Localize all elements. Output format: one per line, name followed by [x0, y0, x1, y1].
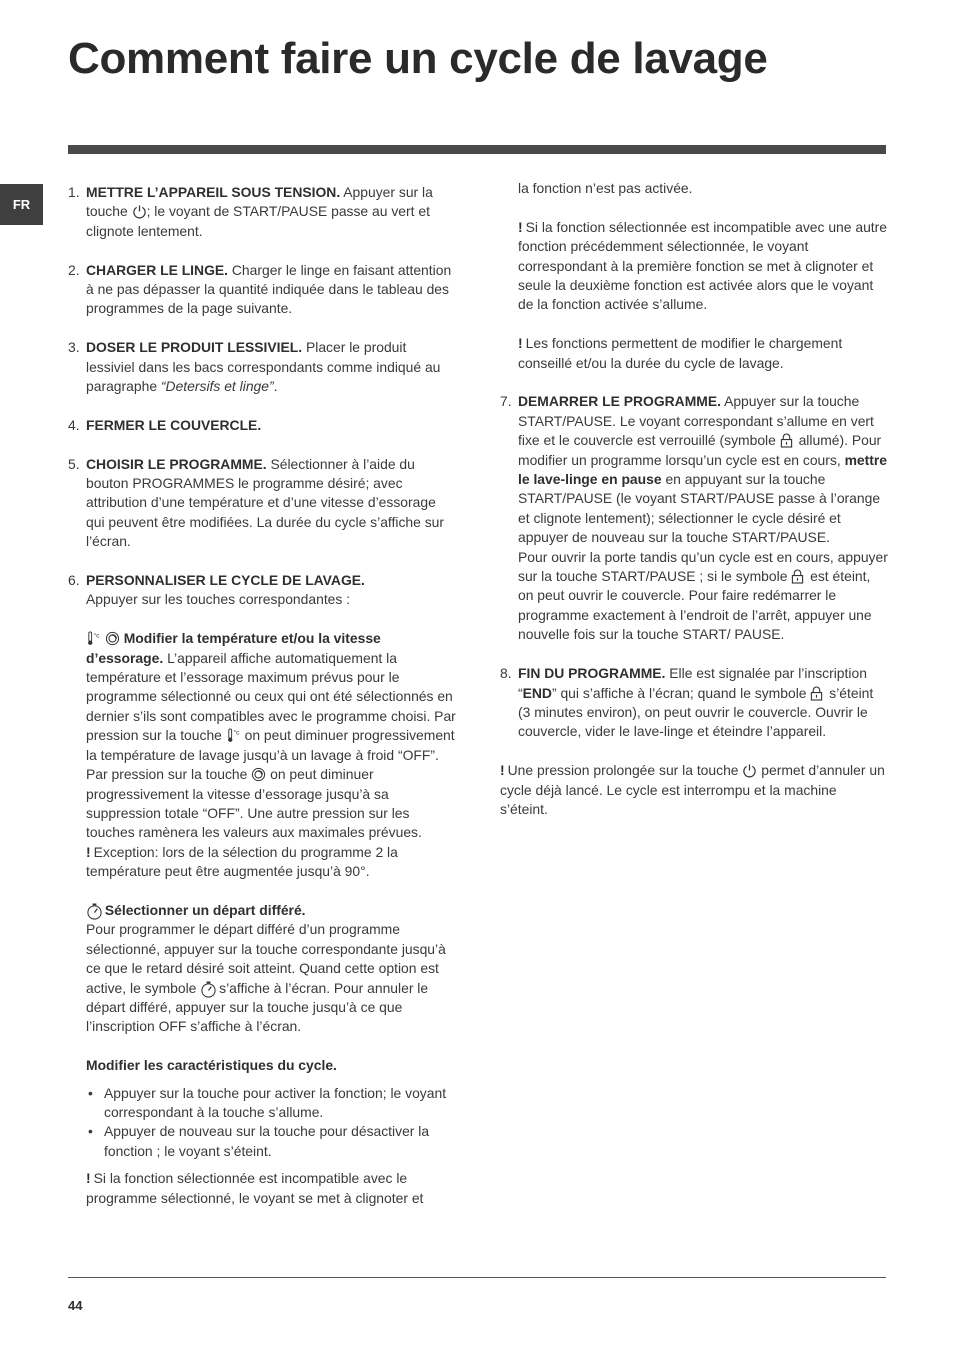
step-5-heading: CHOISIR LE PROGRAMME. — [86, 455, 267, 472]
modify-heading: Modifier les caractéristiques du cycle. — [86, 1057, 337, 1074]
step-4: 4. FERMER LE COUVERCLE. — [68, 416, 262, 433]
note-functions: ! Les fonctions permettent de modifier le chargement conseillé et/ou la durée du cycle de lavage. — [518, 335, 843, 371]
step-6: 6. PERSONNALISER LE CYCLE DE LAVAGE. Appuyer sur les touches correspondantes : — [68, 572, 365, 608]
spin-icon — [105, 631, 120, 646]
final-note: ! Une pression prolongée sur la touche permet d’annuler un cycle déjà lancé. Le cycle est interrompu et la machine s’éteint. — [500, 762, 885, 817]
footer-divider — [68, 1277, 886, 1278]
list-item: • Appuyer sur la touche pour activer la fonction; le voyant correspondant à la touche s’allume. — [86, 1084, 458, 1123]
left-column — [68, 183, 458, 1208]
step-2: 2. CHARGER LE LINGE. Charger le linge en faisant attention à ne pas dépasser la quantité indiquée dans le tableau des programmes de la page suivante. — [68, 261, 452, 317]
page-number: 44 — [68, 1298, 83, 1313]
right-column — [500, 179, 888, 819]
svg-text:°c: °c — [93, 632, 100, 640]
list-item: • Appuyer de nouveau sur la touche pour désactiver la fonction ; le voyant s’éteint. — [86, 1122, 458, 1161]
power-icon — [132, 204, 147, 219]
delay-heading: Sélectionner un départ différé. — [104, 901, 306, 918]
note-incompatible-function: ! Si la fonction sélectionnée est incompatible avec une autre fonction précédemment sélectionnée, le voyant correspondant à la première fonction se met à clignoter et seule la deuxième fonction est activée alors que le voyant de la fonction activée s’allume. — [518, 218, 888, 313]
step-6-heading: PERSONNALISER LE CYCLE DE LAVAGE. — [86, 572, 365, 589]
step-1: 1. METTRE L’APPAREIL SOUS TENSION. Appuyer sur la touche ; le voyant de START/PAUSE passe au vert et clignote lentement. — [68, 184, 433, 239]
step-3: 3. DOSER LE PRODUIT LESSIVIEL. Placer le produit lessiviel dans les bacs correspondants comme indiqué au paragraphe “Detersifs et linge”. — [68, 339, 441, 395]
lock-icon — [791, 569, 806, 584]
title-divider-bar — [68, 145, 886, 154]
step-3-heading: DOSER LE PRODUIT LESSIVIEL. — [86, 339, 303, 356]
temperature-spin-section: °c Modifier la température et/ou la vitesse d’essorage. L’appareil affiche automatiquement la température et l’essorage maximum prévus pour le programme sélectionné ou ceux qui ont été sélectionnés en dernier s’ils sont compatibles avec le programme choisi. Par pression sur la touche °c on peut diminuer progressivement la température de lavage jusqu’à un lavage à froid “OFF”. Par pression sur la touche on peut diminuer progressivement la vitesse d’essorage jusqu’à sa suppression totale “OFF”. Une autre pression sur les touches ramènera les valeurs aux maximales prévues. ! Exception: lors de la sélection du programme 2 la température peut être augmentée jusqu’à 90°. — [86, 630, 456, 880]
delay-section: Sélectionner un départ différé. Pour programmer le départ différé d’un programme sélectionné, appuyer sur la touche correspondante jusqu’à ce que le retard désiré soit atteint. Quand cette option est active, le symbole s’affiche à l’écran. Pour annuler le départ différé, appuyer sur la touche jusqu’à ce que l’inscription OFF s’affiche à l’écran. — [86, 901, 446, 1035]
step-7-heading: DEMARRER LE PROGRAMME. — [518, 393, 721, 410]
spin-icon — [251, 767, 266, 782]
step-7: 7. DEMARRER LE PROGRAMME. Appuyer sur la touche START/PAUSE. Le voyant correspondant s’allume en vert fixe et le couvercle est verrouillé (symbole allumé). Pour modifier un programme lorsqu’un cycle est en cours, mettre le lave-linge en pause en appuyant sur la touche START/PAUSE (le voyant START/PAUSE passe à l’orange et clignote lentement); sélectionner le cycle désiré et appuyer de nouveau sur la touche START/PAUSE. Pour ouvrir la porte tandis qu’un cycle est en cours, appuyer sur la touche START/PAUSE ; si le symbole est éteint, on peut ouvrir le couvercle. Pour faire redémarrer le programme exactement à l’endroit de l’arrêt, appuyer une nouvelle fois sur la touche START/ PAUSE. — [500, 393, 888, 643]
power-icon — [742, 763, 757, 778]
temperature-spin-heading: Modifier la température et/ou la vitesse d’essorage. — [86, 630, 381, 666]
svg-text:°c: °c — [233, 729, 240, 737]
step-8-heading: FIN DU PROGRAMME. — [518, 665, 666, 682]
continuation-text: la fonction n’est pas activée. — [518, 180, 693, 196]
timer-icon — [200, 981, 215, 996]
step-4-heading: FERMER LE COUVERCLE. — [86, 416, 262, 433]
page-title: Comment faire un cycle de lavage — [68, 34, 768, 83]
incompatibility-note: ! Si la fonction sélectionnée est incompatible avec le programme sélectionné, le voyant se met à clignoter et — [86, 1170, 424, 1206]
modify-section — [68, 1056, 458, 1208]
language-tab: FR — [0, 184, 43, 225]
lock-icon — [780, 433, 795, 448]
thermometer-icon — [86, 631, 101, 646]
timer-icon — [86, 903, 101, 918]
step-1-heading: METTRE L’APPAREIL SOUS TENSION. — [86, 184, 341, 200]
lock-icon — [810, 686, 825, 701]
step-5: 5. CHOISIR LE PROGRAMME. Sélectionner à l’aide du bouton PROGRAMMES le programme désiré; avec attribution d’une température et d’une vitesse d’essorage qui peuvent être modifiées. La durée du cycle s’affiche sur l’écran. — [68, 455, 445, 550]
thermometer-icon — [226, 728, 241, 743]
step-8: 8. FIN DU PROGRAMME. Elle est signalée par l’inscription “END” qui s’affiche à l’écran; quand le symbole s’éteint (3 minutes environ), on peut ouvrir le couvercle. Ouvrir le couvercle, vider le lave-linge et éteindre l’appareil. — [500, 665, 874, 740]
step-2-heading: CHARGER LE LINGE. — [86, 261, 228, 278]
